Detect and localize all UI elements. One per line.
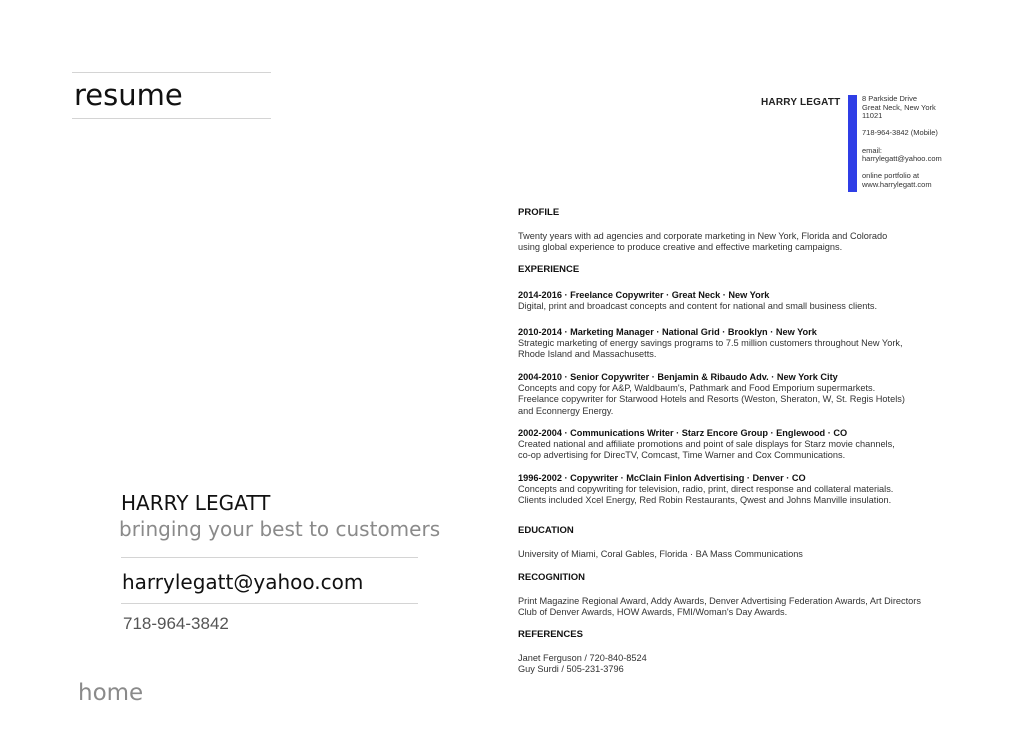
card-rule-2 bbox=[121, 603, 418, 604]
job-line: Rhode Island and Massachusetts. bbox=[518, 349, 657, 360]
section-heading-recognition: RECOGNITION bbox=[518, 572, 586, 583]
portfolio-label: online portfolio at bbox=[862, 171, 920, 181]
resume-name: HARRY LEGATT bbox=[761, 97, 841, 108]
education-text bbox=[518, 549, 803, 560]
job-line: Concepts and copy for A&P, Waldbaum's, Pathmark and Food Emporium supermarkets. bbox=[518, 383, 876, 394]
portfolio-url: www.harrylegatt.com bbox=[862, 179, 932, 189]
phone-number: 718-964-3842 bbox=[123, 614, 229, 633]
job-title: 2004-2010 · Senior Copywriter · Benjamin & Ribaudo Adv. · New York City bbox=[518, 372, 838, 382]
job-line: Concepts and copywriting for television, radio, print, direct response and collateral materials. bbox=[518, 484, 894, 495]
job-line: Clients included Xcel Energy, Red Robin Restaurants, Qwest and Johns Manville insulation. bbox=[518, 495, 892, 506]
references-text bbox=[518, 653, 647, 675]
job-line: Digital, print and broadcast concepts and content for national and small business clients. bbox=[518, 301, 878, 312]
contact-email: harrylegatt@yahoo.com bbox=[862, 154, 942, 164]
section-heading-references: REFERENCES bbox=[518, 629, 583, 640]
section-heading-experience: EXPERIENCE bbox=[518, 264, 580, 275]
address-line-1: 8 Parkside Drive bbox=[862, 94, 918, 103]
job-line: Freelance copywriter for Starwood Hotels and Resorts (Weston, Sheraton, W, St. Regis Hotels) bbox=[518, 394, 905, 405]
job-entry bbox=[518, 372, 905, 417]
top-rule bbox=[72, 72, 271, 73]
email-label: email: bbox=[862, 145, 883, 155]
recognition-text bbox=[518, 596, 921, 618]
job-line: and Econnergy Energy. bbox=[518, 405, 614, 416]
job-line: Strategic marketing of energy savings programs to 7.5 million customers throughout New York, bbox=[518, 338, 903, 349]
job-title: 2002-2004 · Communications Writer · Starz Encore Group · Englewood · CO bbox=[518, 428, 848, 438]
job-entry bbox=[518, 473, 893, 507]
accent-bar bbox=[848, 95, 857, 192]
card-name: HARRY LEGATT bbox=[121, 491, 271, 515]
reference-line: Guy Surdi / 505-231-3796 bbox=[518, 664, 624, 675]
recognition-line: Print Magazine Regional Award, Addy Awards, Denver Advertising Federation Awards, Art Directors bbox=[518, 596, 921, 606]
job-entry bbox=[518, 428, 895, 462]
education-line: University of Miami, Coral Gables, Florida · BA Mass Communications bbox=[518, 549, 803, 559]
job-title: 2014-2016 · Freelance Copywriter · Great Neck · New York bbox=[518, 290, 770, 300]
job-line: Created national and affiliate promotions and point of sale displays for Starz movie channels, bbox=[518, 439, 895, 450]
job-title: 1996-2002 · Copywriter · McClain Finlon Advertising · Denver · CO bbox=[518, 473, 806, 483]
job-title: 2010-2014 · Marketing Manager · National Grid · Brooklyn · New York bbox=[518, 327, 817, 337]
reference-line: Janet Ferguson / 720-840-8524 bbox=[518, 653, 647, 663]
title-rule bbox=[72, 118, 271, 119]
profile-line: using global experience to produce creative and effective marketing campaigns. bbox=[518, 242, 843, 253]
zip-code: 11021 bbox=[862, 111, 883, 121]
home-link[interactable]: home bbox=[78, 680, 144, 706]
section-heading-profile: PROFILE bbox=[518, 207, 560, 218]
job-entry bbox=[518, 327, 903, 361]
section-heading-education: EDUCATION bbox=[518, 525, 574, 536]
card-tagline: bringing your best to customers bbox=[119, 517, 441, 541]
profile-text bbox=[518, 231, 887, 253]
contact-phone: 718-964-3842 (Mobile) bbox=[862, 128, 938, 138]
email-link[interactable]: harrylegatt@yahoo.com bbox=[122, 570, 364, 594]
page-title: resume bbox=[74, 78, 183, 112]
contact-block bbox=[862, 95, 942, 190]
profile-line: Twenty years with ad agencies and corporate marketing in New York, Florida and Colorado bbox=[518, 231, 888, 241]
card-rule-1 bbox=[121, 557, 418, 558]
job-entry bbox=[518, 290, 877, 312]
address-line-2: Great Neck, New York bbox=[862, 102, 936, 112]
recognition-line: Club of Denver Awards, HOW Awards, FMI/Woman's Day Awards. bbox=[518, 607, 788, 618]
job-line: co-op advertising for DirecTV, Comcast, Time Warner and Cox Communications. bbox=[518, 450, 846, 461]
